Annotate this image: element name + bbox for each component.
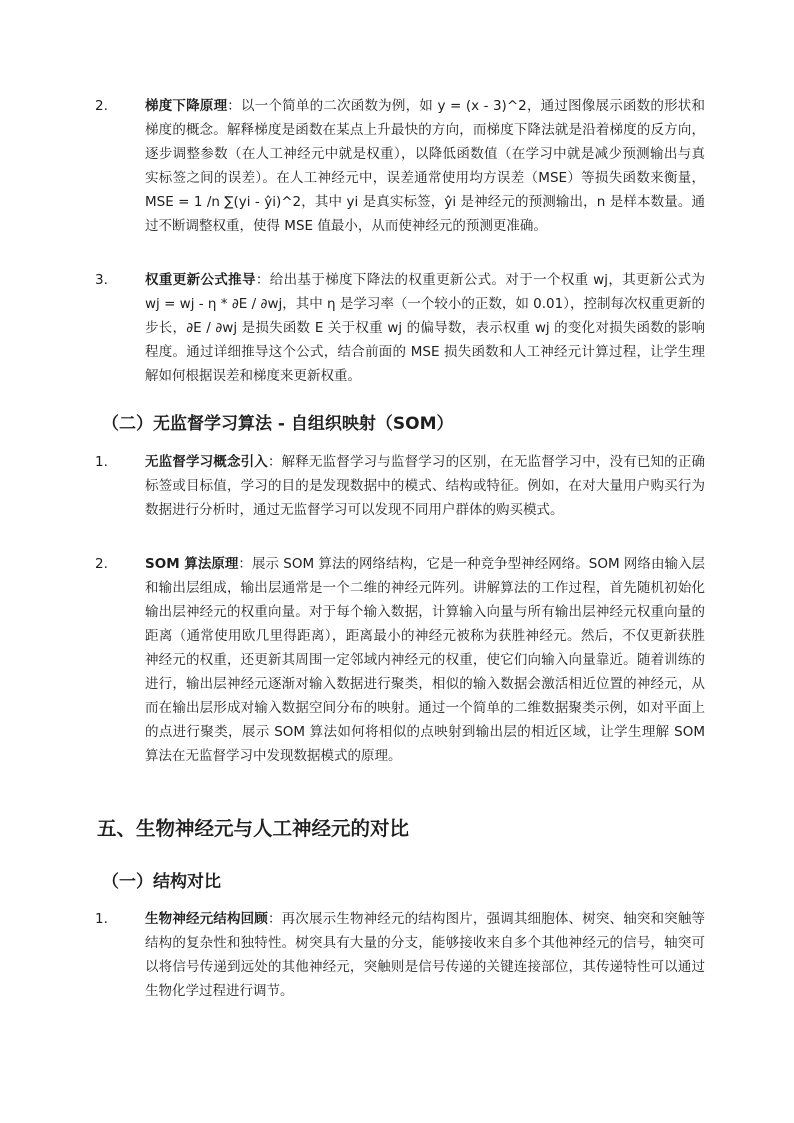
item-lead: SOM 算法原理: [145, 556, 239, 572]
item-text: [145, 552, 705, 768]
item-lead: 无监督学习概念引入: [145, 454, 268, 470]
section-heading-comparison: 五、生物神经元与人工神经元的对比: [97, 817, 410, 840]
item-text: [145, 268, 705, 388]
item-text: [145, 450, 705, 522]
item-lead: 权重更新公式推导: [145, 272, 256, 288]
item-text: [145, 907, 705, 1003]
subsection-heading-structure: （一）结构对比: [102, 872, 221, 892]
item-number: 3.: [95, 272, 108, 288]
item-number: 1.: [95, 911, 108, 927]
item-lead: 生物神经元结构回顾: [145, 911, 268, 927]
item-body: ：解释无监督学习与监督学习的区别，在无监督学习中，没有已知的正确标签或目标值，学习的目的是发现数据中的模式、结构或特征。例如，在对大量用户购买行为数据进行分析时，通过无监督学习可以发现不同用户群体的购买模式。: [145, 454, 706, 518]
item-body: ：再次展示生物神经元的结构图片，强调其细胞体、树突、轴突和突触等结构的复杂性和独特性。树突具有大量的分支，能够接收来自多个其他神经元的信号，轴突可以将信号传递到远处的其他神经元，突触则是信号传递的关键连接部位，其传递特性可以通过生物化学过程进行调节。: [145, 911, 706, 999]
item-lead: 梯度下降原理: [145, 98, 228, 114]
item-number: 1.: [95, 454, 108, 470]
item-body: ：给出基于梯度下降法的权重更新公式。对于一个权重 wj，其更新公式为 wj = wj - η * ∂E / ∂wj，其中 η 是学习率（一个较小的正数，如 0.01），控制每次权重更新的步长，∂E / ∂wj 是损失函数 E 关于权重 wj 的偏导数，表示权重 wj 的变化对损失函数的影响程度。通过详细推导这个公式，结合前面的 MSE 损失函数和人工神经元计算过程，让学生理解如何根据误差和梯度来更新权重。: [145, 272, 705, 384]
item-body: ：展示 SOM 算法的网络结构，它是一种竞争型神经网络。SOM 网络由输入层和输出层组成，输出层通常是一个二维的神经元阵列。讲解算法的工作过程，首先随机初始化输出层神经元的权重向量。对于每个输入数据，计算输入向量与所有输出层神经元权重向量的距离（通常使用欧几里得距离），距离最小的神经元被称为获胜神经元。然后，不仅更新获胜神经元的权重，还更新其周围一定邻域内神经元的权重，使它们向输入向量靠近。随着训练的进行，输出层神经元逐渐对输入数据进行聚类，相似的输入数据会激活相近位置的神经元，从而在输出层形成对输入数据空间分布的映射。通过一个简单的二维数据聚类示例，如对平面上的点进行聚类，展示 SOM 算法如何将相似的点映射到输出层的相近区域，让学生理解 SOM 算法在无监督学习中发现数据模式的原理。: [145, 556, 705, 764]
item-number: 2.: [95, 556, 108, 572]
item-text: [145, 94, 705, 238]
item-number: 2.: [95, 98, 108, 114]
subsection-heading-som: （二）无监督学习算法 - 自组织映射（SOM）: [102, 414, 454, 434]
item-body: ：以一个简单的二次函数为例，如 y = (x - 3)^2，通过图像展示函数的形状和梯度的概念。解释梯度是函数在某点上升最快的方向，而梯度下降法就是沿着梯度的反方向，逐步调整参数（在人工神经元中就是权重），以降低函数值（在学习中就是减少预测输出与真实标签之间的误差）。在人工神经元中，误差通常使用均方误差（MSE）等损失函数来衡量，MSE = 1 /n ∑(yi - ŷi)^2，其中 yi 是真实标签，ŷi 是神经元的预测输出，n 是样本数量。通过不断调整权重，使得 MSE 值最小，从而使神经元的预测更准确。: [145, 98, 706, 234]
